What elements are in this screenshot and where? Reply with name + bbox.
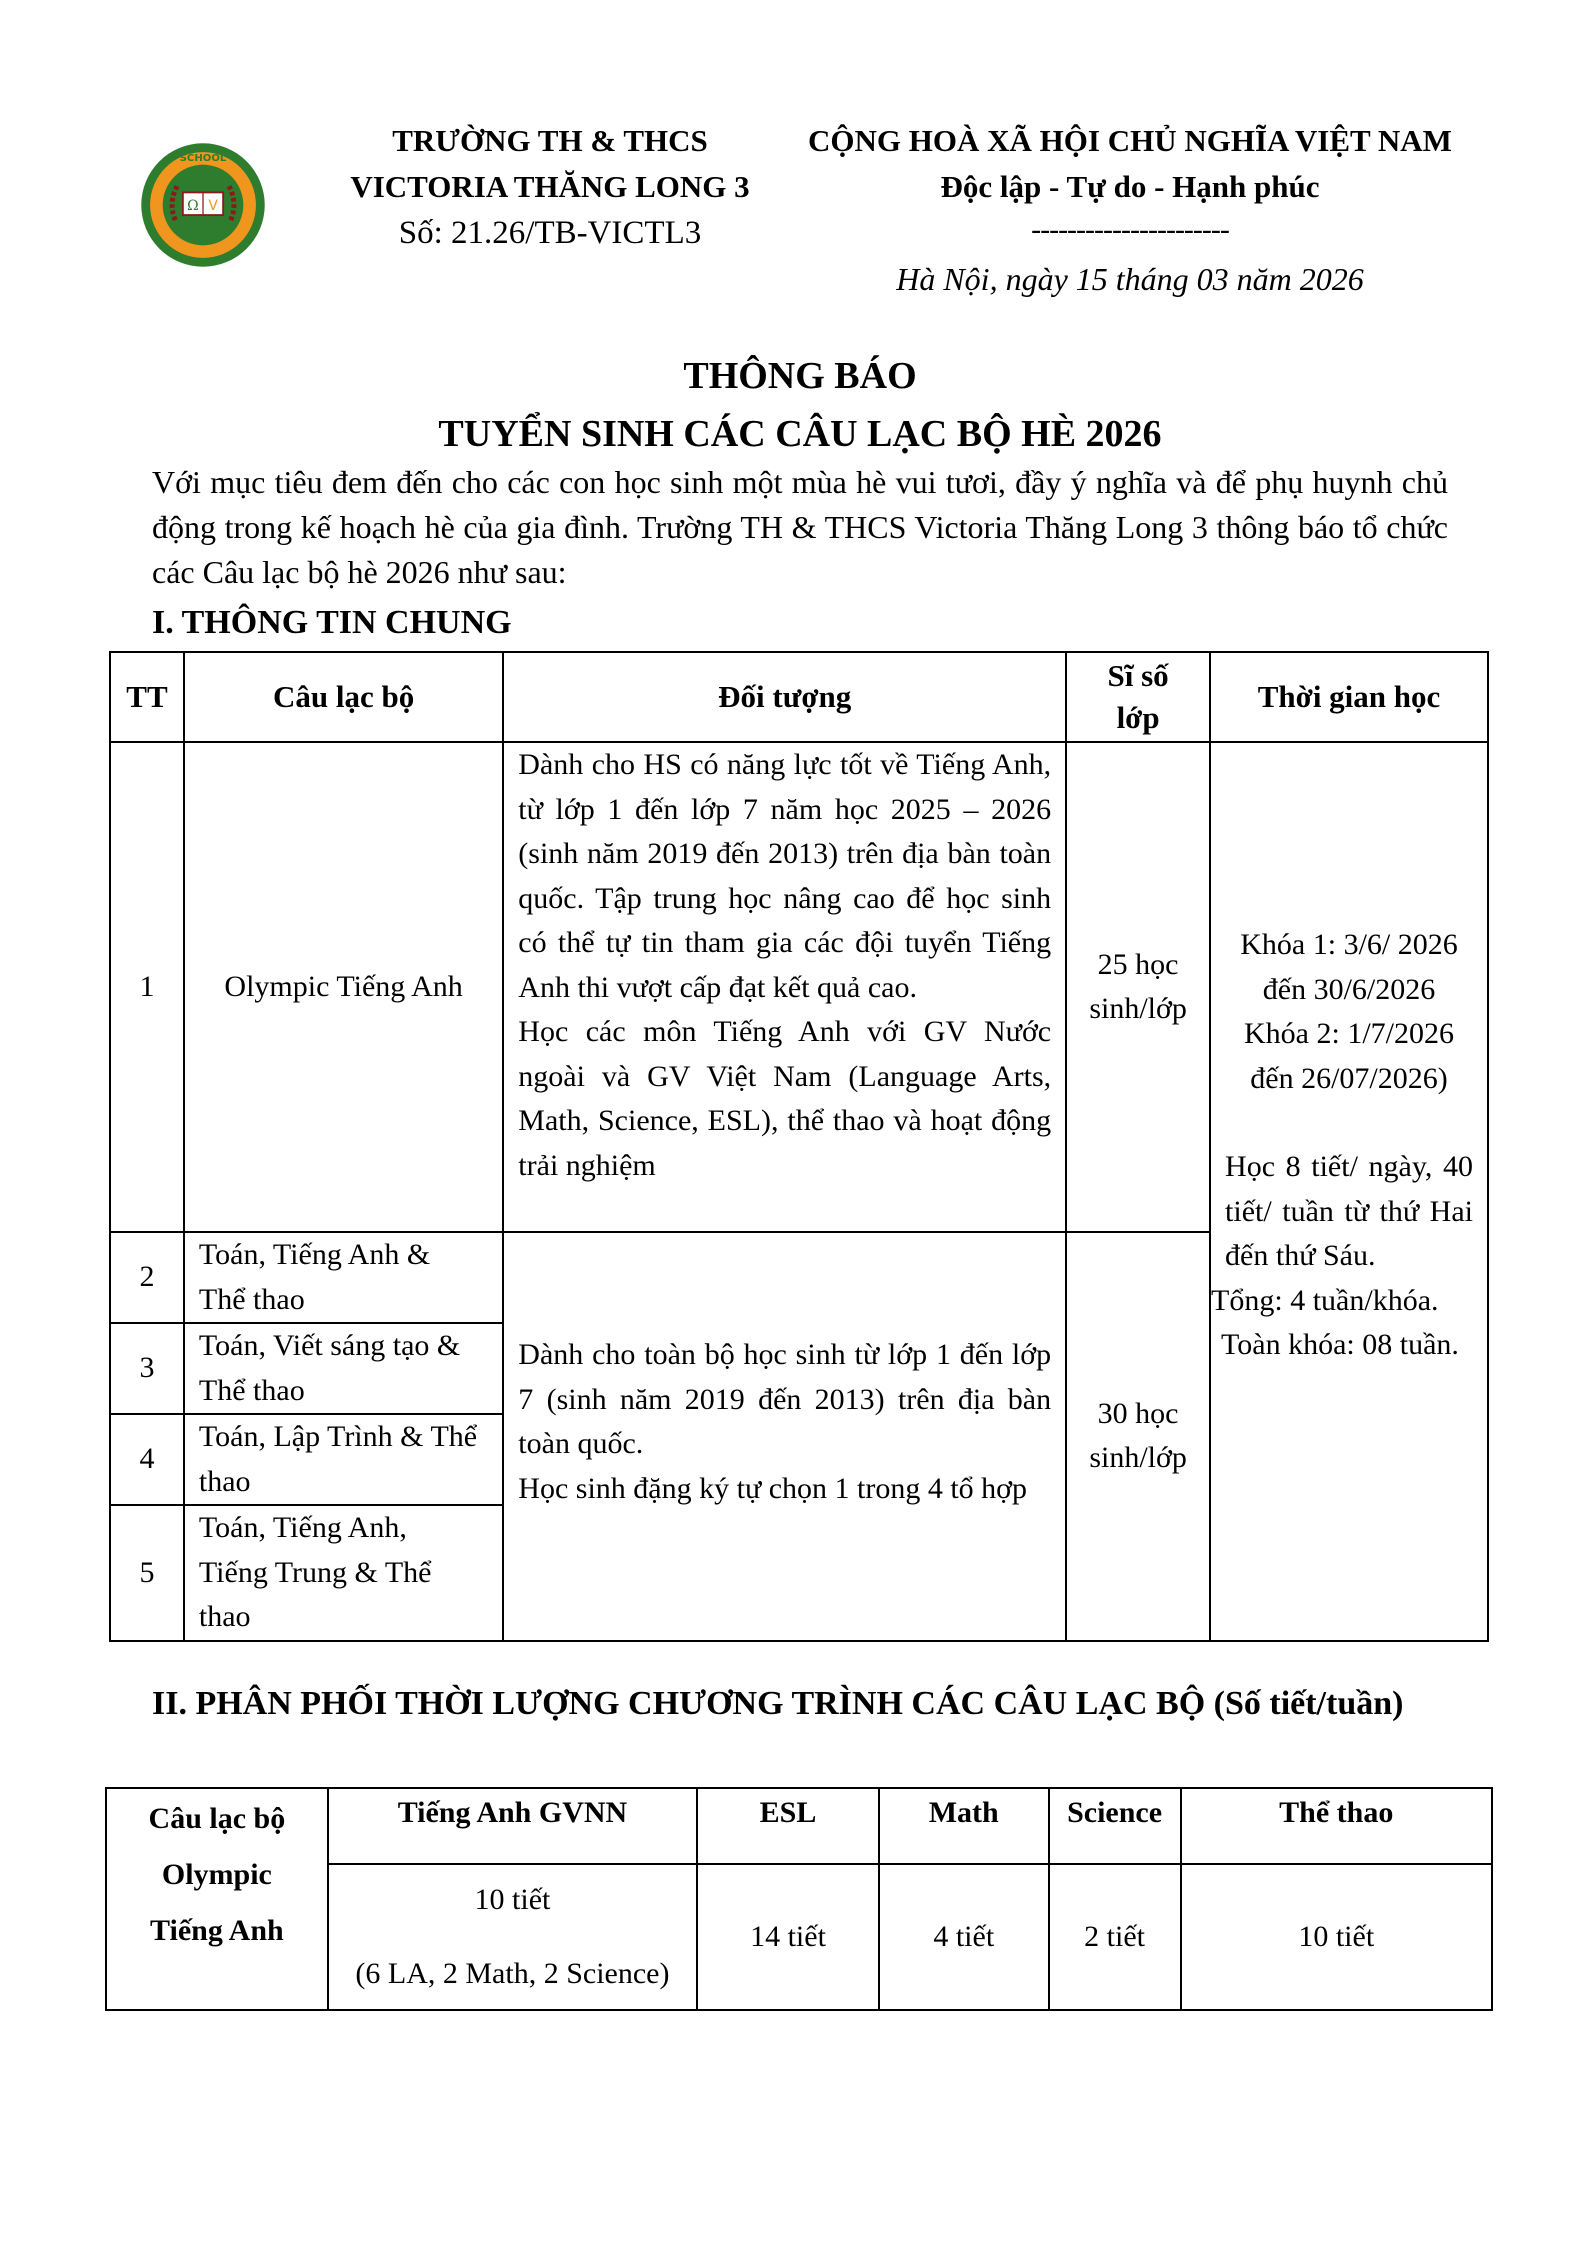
row-class-size: 25 học sinh/lớp: [1066, 742, 1210, 1232]
row-club: Toán, Tiếng Anh & Thể thao: [184, 1232, 503, 1323]
math-value: 4 tiết: [879, 1864, 1049, 2010]
club-name-line1: Olympic: [161, 1858, 272, 1891]
course-2-start: Khóa 2: 1/7/2026: [1244, 1017, 1455, 1050]
school-header: [300, 118, 800, 256]
header-class-size: Sĩ số lớp: [1066, 652, 1210, 742]
course-2-end: đến 26/07/2026): [1250, 1061, 1448, 1095]
row-club: Olympic Tiếng Anh: [184, 742, 503, 1232]
row-target: [503, 742, 1066, 1232]
svg-text:Ω: Ω: [187, 198, 199, 215]
header-science: Science: [1049, 1788, 1181, 1864]
document-subtitle: TUYỂN SINH CÁC CÂU LẠC BỘ HÈ 2026: [438, 413, 1162, 455]
sport-value: 10 tiết: [1181, 1864, 1492, 2010]
document-number: Số: 21.26/TB-VICTL3: [398, 215, 702, 251]
header-tt: TT: [110, 652, 184, 742]
header-math: Math: [879, 1788, 1049, 1864]
section-1-heading: I. THÔNG TIN CHUNG: [152, 604, 512, 641]
allocation-header-row: [106, 1788, 1492, 1864]
national-header: [780, 118, 1480, 308]
document-title: THÔNG BÁO: [683, 355, 917, 397]
table-header-row: [110, 652, 1488, 742]
document-date: Hà Nội, ngày 15 tháng 03 năm 2026: [896, 261, 1364, 297]
course-1-start: Khóa 1: 3/6/ 2026: [1240, 928, 1458, 961]
total-weeks: Tổng: 4 tuần/khóa.: [1211, 1283, 1439, 1317]
general-info-table: [109, 651, 1489, 1642]
row-club: Toán, Tiếng Anh, Tiếng Trung & Thể thao: [184, 1505, 503, 1641]
gvnn-detail: (6 LA, 2 Math, 2 Science): [355, 1957, 670, 1990]
row-tt: 1: [110, 742, 184, 1232]
row-club: Toán, Lập Trình & Thể thao: [184, 1414, 503, 1505]
gvnn-value: 10 tiết: [474, 1882, 551, 1916]
course-1-end: đến 30/6/2026: [1262, 972, 1436, 1006]
svg-text:V: V: [208, 198, 218, 215]
national-motto: Độc lập - Tự do - Hạnh phúc: [940, 169, 1320, 204]
header-divider: ----------------------: [1031, 213, 1229, 246]
svg-text:SCHOOL: SCHOOL: [179, 152, 227, 164]
row-tt: 4: [110, 1414, 184, 1505]
row-target-shared: [503, 1232, 1066, 1641]
target-paragraph: Học sinh đặng ký tự chọn 1 trong 4 tổ hợp: [518, 1471, 1028, 1505]
header-sport: Thể thao: [1181, 1788, 1492, 1864]
target-paragraph: Dành cho HS có năng lực tốt về Tiếng Anh, từ lớp 1 đến lớp 7 năm học 2025 – 2026 (sinh năm 2019 đến 2013) trên địa bàn toàn quốc. Tập trung học nâng cao để học sinh có thể tự tin tham gia các đội tuyển Tiếng Anh thi vượt cấp đạt kết quả cao.: [518, 748, 1052, 1004]
header-gvnn: Tiếng Anh GVNN: [328, 1788, 697, 1864]
club-name-line2: Tiếng Anh: [150, 1914, 284, 1947]
intro-paragraph: Với mục tiêu đem đến cho các con học sinh một mùa hè vui tươi, đầy ý nghĩa và để phụ huynh chủ động trong kế hoạch hè của gia đình. Trường TH & THCS Victoria Thăng Long 3 thông báo tổ chức các Câu lạc bộ hè 2026 như sau:: [152, 464, 1448, 590]
school-crest-icon: [140, 142, 266, 268]
row-tt: 5: [110, 1505, 184, 1641]
header-target: Đối tượng: [503, 652, 1066, 742]
header-schedule: Thời gian học: [1210, 652, 1488, 742]
study-hours: Học 8 tiết/ ngày, 40 tiết/ tuần từ thứ Hai đến thứ Sáu.: [1225, 1150, 1473, 1272]
target-paragraph: Học các môn Tiếng Anh với GV Nước ngoài và GV Việt Nam (Language Arts, Math, Science, ESL), thể thao và hoạt động trải nghiệm: [518, 1015, 1052, 1182]
header-esl: ESL: [697, 1788, 879, 1864]
national-title: CỘNG HOÀ XÃ HỘI CHỦ NGHĨA VIỆT NAM: [808, 123, 1452, 158]
whole-course: Toàn khóa: 08 tuần.: [1221, 1328, 1459, 1361]
header-club: Câu lạc bộ: [184, 652, 503, 742]
row-club: Toán, Viết sáng tạo & Thể thao: [184, 1323, 503, 1414]
school-name-line2: VICTORIA THĂNG LONG 3: [350, 169, 750, 204]
club-cell: [106, 1788, 328, 2010]
program-allocation-table: [105, 1787, 1493, 2011]
school-name-line1: TRƯỜNG TH & THCS: [392, 123, 708, 158]
row-class-size-shared: 30 học sinh/lớp: [1066, 1232, 1210, 1641]
table-row: [110, 742, 1488, 1232]
row-tt: 3: [110, 1323, 184, 1414]
target-paragraph: Dành cho toàn bộ học sinh từ lớp 1 đến lớp 7 (sinh năm 2019 đến 2013) trên địa bàn toàn quốc.: [518, 1338, 1052, 1460]
club-header: Câu lạc bộ: [148, 1802, 286, 1835]
schedule-cell: [1210, 742, 1488, 1641]
section-2-heading: II. PHÂN PHỐI THỜI LƯỢNG CHƯƠNG TRÌNH CÁC CÂU LẠC BỘ (Số tiết/tuần): [152, 1685, 1404, 1722]
row-tt: 2: [110, 1232, 184, 1323]
gvnn-cell: [328, 1864, 697, 2010]
esl-value: 14 tiết: [697, 1864, 879, 2010]
science-value: 2 tiết: [1049, 1864, 1181, 2010]
